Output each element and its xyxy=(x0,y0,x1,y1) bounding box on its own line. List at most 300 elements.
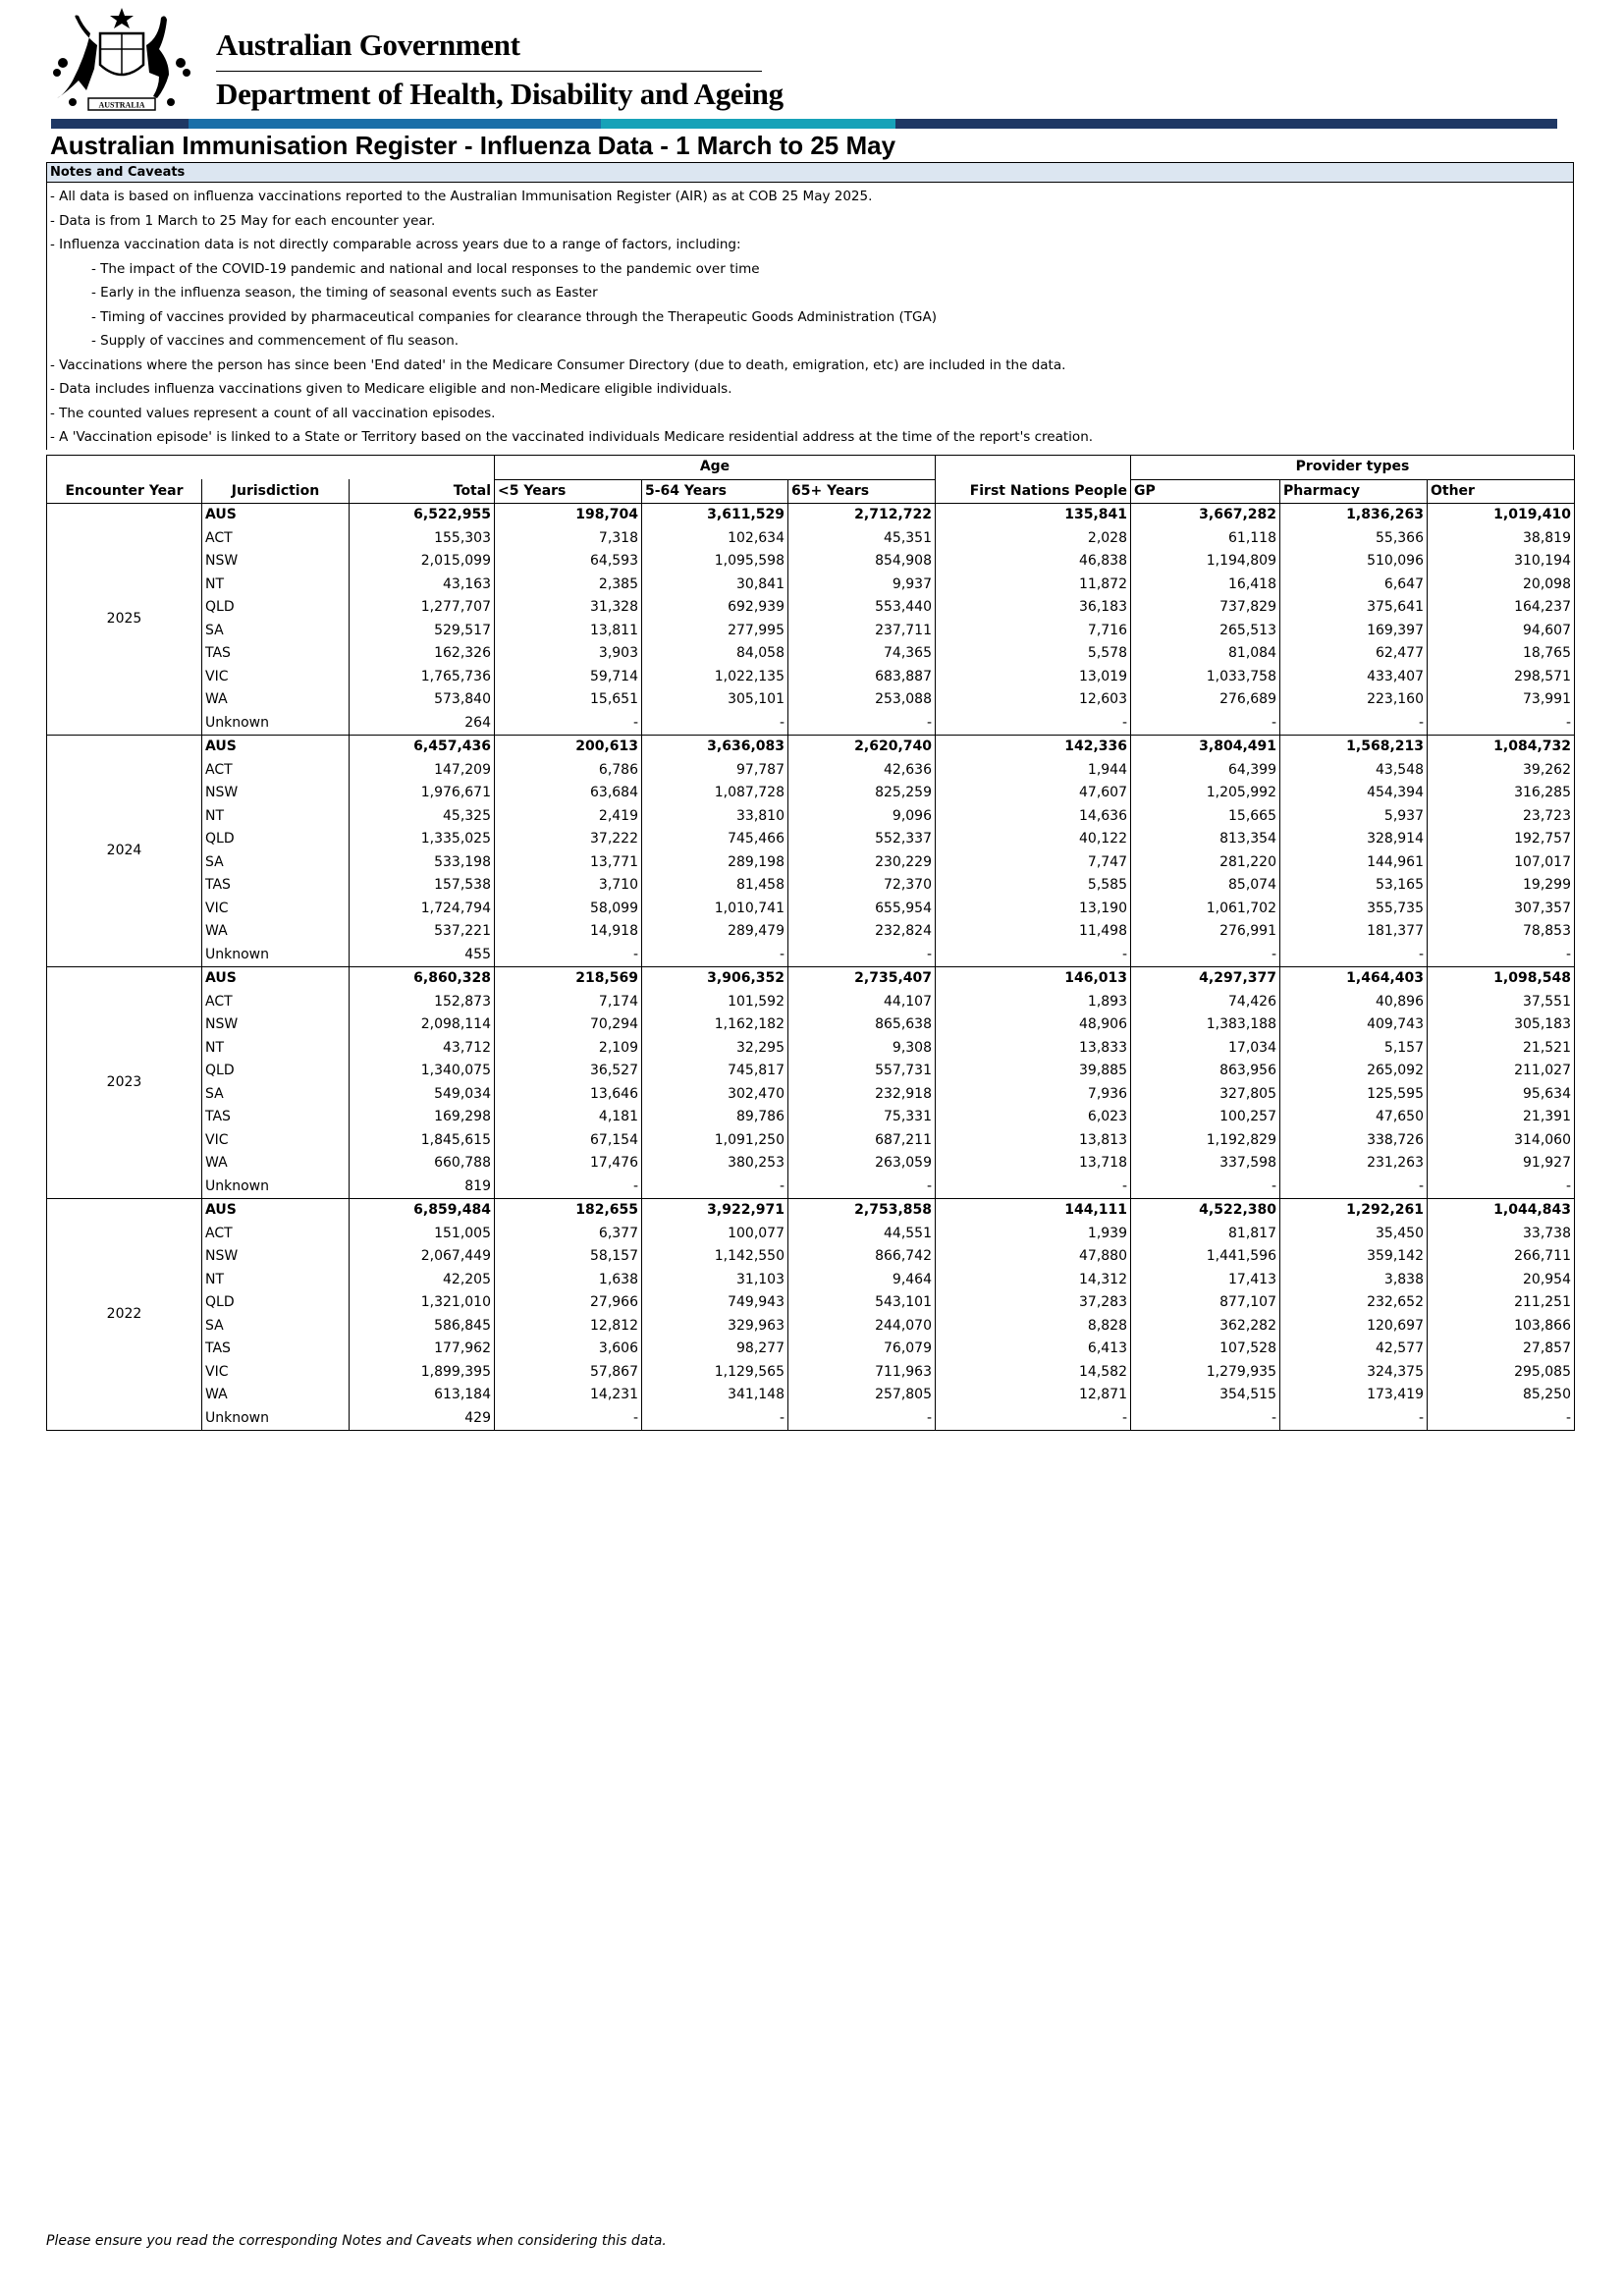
value-cell: 43,548 xyxy=(1280,759,1428,783)
value-cell: 211,251 xyxy=(1428,1291,1575,1315)
value-cell: - xyxy=(495,944,642,967)
value-cell: 737,829 xyxy=(1131,596,1280,620)
value-cell: 2,712,722 xyxy=(788,504,936,527)
jurisdiction-cell: VIC xyxy=(202,1129,350,1153)
value-cell: 1,033,758 xyxy=(1131,666,1280,689)
value-cell: 200,613 xyxy=(495,736,642,759)
value-cell: 146,013 xyxy=(936,967,1131,991)
value-cell: 37,283 xyxy=(936,1291,1131,1315)
value-cell: 429 xyxy=(350,1407,495,1431)
value-cell: 7,747 xyxy=(936,851,1131,875)
col-pharmacy: Pharmacy xyxy=(1280,479,1428,504)
note-line: - Influenza vaccination data is not directly comparable across years due to a range of factors, including: xyxy=(50,237,741,252)
table-row xyxy=(47,991,1575,1014)
jurisdiction-cell: AUS xyxy=(202,1199,350,1223)
band-segment xyxy=(189,119,601,129)
value-cell: 12,812 xyxy=(495,1315,642,1339)
value-cell: 11,872 xyxy=(936,574,1131,597)
table-row xyxy=(47,1060,1575,1083)
encounter-year-cell: 2022 xyxy=(47,1199,202,1431)
value-cell: 745,817 xyxy=(642,1060,788,1083)
value-cell: 359,142 xyxy=(1280,1245,1428,1269)
value-cell: 655,954 xyxy=(788,898,936,921)
value-cell: 1,129,565 xyxy=(642,1361,788,1385)
value-cell: 1,765,736 xyxy=(350,666,495,689)
table-row xyxy=(47,688,1575,712)
value-cell: 47,880 xyxy=(936,1245,1131,1269)
value-cell: 12,603 xyxy=(936,688,1131,712)
value-cell: - xyxy=(1280,1175,1428,1199)
value-cell: 36,527 xyxy=(495,1060,642,1083)
value-cell: 5,937 xyxy=(1280,805,1428,829)
crest-scroll-text: AUSTRALIA xyxy=(98,100,145,110)
table-row xyxy=(47,736,1575,759)
note-line: - The counted values represent a count of all vaccination episodes. xyxy=(50,405,496,421)
value-cell: - xyxy=(936,944,1131,967)
value-cell: 1,091,250 xyxy=(642,1129,788,1153)
col-total: Total xyxy=(350,479,495,504)
footer-note: Please ensure you read the corresponding Notes and Caveats when considering this data. xyxy=(46,2233,667,2249)
note-line: - Data includes influenza vaccinations given to Medicare eligible and non-Medicare eligible individuals. xyxy=(50,381,732,397)
value-cell: 1,893 xyxy=(936,991,1131,1014)
value-cell: 155,303 xyxy=(350,527,495,551)
value-cell: 9,464 xyxy=(788,1269,936,1292)
value-cell: 277,995 xyxy=(642,620,788,643)
value-cell: - xyxy=(1428,712,1575,736)
value-cell: 169,298 xyxy=(350,1106,495,1129)
value-cell: 81,458 xyxy=(642,874,788,898)
value-cell: - xyxy=(1428,1175,1575,1199)
table-row xyxy=(47,1106,1575,1129)
value-cell: 44,551 xyxy=(788,1223,936,1246)
value-cell: 3,922,971 xyxy=(642,1199,788,1223)
value-cell: 337,598 xyxy=(1131,1152,1280,1175)
coat-of-arms-icon xyxy=(43,4,200,117)
table-row xyxy=(47,1407,1575,1431)
value-cell: 57,867 xyxy=(495,1361,642,1385)
value-cell: 3,667,282 xyxy=(1131,504,1280,527)
value-cell: 42,205 xyxy=(350,1269,495,1292)
value-cell: 3,838 xyxy=(1280,1269,1428,1292)
value-cell: - xyxy=(642,712,788,736)
table-row xyxy=(47,596,1575,620)
value-cell: 21,391 xyxy=(1428,1106,1575,1129)
value-cell: 11,498 xyxy=(936,920,1131,944)
value-cell: 81,817 xyxy=(1131,1223,1280,1246)
table-row xyxy=(47,642,1575,666)
value-cell: 1,724,794 xyxy=(350,898,495,921)
value-cell: 101,592 xyxy=(642,991,788,1014)
value-cell: 660,788 xyxy=(350,1152,495,1175)
value-cell: 2,067,449 xyxy=(350,1245,495,1269)
value-cell: 552,337 xyxy=(788,828,936,851)
value-cell: 409,743 xyxy=(1280,1013,1428,1037)
value-cell: - xyxy=(642,1175,788,1199)
value-cell: 745,466 xyxy=(642,828,788,851)
value-cell: 454,394 xyxy=(1280,782,1428,805)
value-cell: 125,595 xyxy=(1280,1083,1428,1107)
jurisdiction-cell: QLD xyxy=(202,1060,350,1083)
value-cell: 78,853 xyxy=(1428,920,1575,944)
value-cell: 825,259 xyxy=(788,782,936,805)
value-cell: 5,578 xyxy=(936,642,1131,666)
value-cell: 32,295 xyxy=(642,1037,788,1061)
value-cell: 13,811 xyxy=(495,620,642,643)
jurisdiction-cell: QLD xyxy=(202,1291,350,1315)
value-cell: 31,103 xyxy=(642,1269,788,1292)
value-cell: - xyxy=(936,712,1131,736)
value-cell: 1,292,261 xyxy=(1280,1199,1428,1223)
value-cell: 76,079 xyxy=(788,1338,936,1361)
table-row xyxy=(47,1037,1575,1061)
value-cell: 157,538 xyxy=(350,874,495,898)
value-cell: 265,513 xyxy=(1131,620,1280,643)
value-cell: 102,634 xyxy=(642,527,788,551)
col-5-64: 5-64 Years xyxy=(642,479,788,504)
value-cell: 18,765 xyxy=(1428,642,1575,666)
value-cell: 230,229 xyxy=(788,851,936,875)
value-cell: - xyxy=(1280,712,1428,736)
value-cell: 15,665 xyxy=(1131,805,1280,829)
value-cell: 107,017 xyxy=(1428,851,1575,875)
band-segment xyxy=(601,119,895,129)
value-cell: 549,034 xyxy=(350,1083,495,1107)
value-cell: 20,954 xyxy=(1428,1269,1575,1292)
value-cell: 64,399 xyxy=(1131,759,1280,783)
value-cell: 64,593 xyxy=(495,550,642,574)
value-cell: 62,477 xyxy=(1280,642,1428,666)
value-cell: - xyxy=(1131,1407,1280,1431)
value-cell: - xyxy=(788,944,936,967)
table-row xyxy=(47,874,1575,898)
value-cell: 263,059 xyxy=(788,1152,936,1175)
jurisdiction-cell: QLD xyxy=(202,828,350,851)
value-cell: 1,162,182 xyxy=(642,1013,788,1037)
table-row xyxy=(47,550,1575,574)
band-segment xyxy=(895,119,1557,129)
jurisdiction-cell: QLD xyxy=(202,596,350,620)
jurisdiction-cell: VIC xyxy=(202,666,350,689)
jurisdiction-cell: ACT xyxy=(202,759,350,783)
value-cell: 711,963 xyxy=(788,1361,936,1385)
value-cell: 33,810 xyxy=(642,805,788,829)
value-cell: 819 xyxy=(350,1175,495,1199)
value-cell: 7,936 xyxy=(936,1083,1131,1107)
encounter-year-cell: 2024 xyxy=(47,736,202,967)
table-row xyxy=(47,1245,1575,1269)
notes-body xyxy=(47,183,1573,450)
value-cell: 13,646 xyxy=(495,1083,642,1107)
value-cell: 354,515 xyxy=(1131,1384,1280,1407)
value-cell: 43,712 xyxy=(350,1037,495,1061)
value-cell: 135,841 xyxy=(936,504,1131,527)
value-cell: - xyxy=(788,1175,936,1199)
value-cell: 5,157 xyxy=(1280,1037,1428,1061)
value-cell: - xyxy=(1131,1175,1280,1199)
table-row xyxy=(47,967,1575,991)
col-first-nations: First Nations People xyxy=(936,479,1131,504)
value-cell: 89,786 xyxy=(642,1106,788,1129)
value-cell: 9,937 xyxy=(788,574,936,597)
value-cell: 6,860,328 xyxy=(350,967,495,991)
value-cell: 61,118 xyxy=(1131,527,1280,551)
value-cell: 35,450 xyxy=(1280,1223,1428,1246)
value-cell: 1,568,213 xyxy=(1280,736,1428,759)
value-cell: 1,441,596 xyxy=(1131,1245,1280,1269)
value-cell: 20,098 xyxy=(1428,574,1575,597)
jurisdiction-cell: NSW xyxy=(202,782,350,805)
value-cell: 6,457,436 xyxy=(350,736,495,759)
value-cell: 13,019 xyxy=(936,666,1131,689)
value-cell: 6,377 xyxy=(495,1223,642,1246)
value-cell: 4,522,380 xyxy=(1131,1199,1280,1223)
value-cell: 17,413 xyxy=(1131,1269,1280,1292)
value-cell: 232,918 xyxy=(788,1083,936,1107)
value-cell: 12,871 xyxy=(936,1384,1131,1407)
value-cell: 27,857 xyxy=(1428,1338,1575,1361)
jurisdiction-cell: NT xyxy=(202,805,350,829)
value-cell: 30,841 xyxy=(642,574,788,597)
band-segment xyxy=(51,119,189,129)
value-cell: 1,010,741 xyxy=(642,898,788,921)
value-cell: 1,205,992 xyxy=(1131,782,1280,805)
value-cell: 42,636 xyxy=(788,759,936,783)
value-cell: 46,838 xyxy=(936,550,1131,574)
value-cell: - xyxy=(495,1175,642,1199)
table-row xyxy=(47,1315,1575,1339)
value-cell: 537,221 xyxy=(350,920,495,944)
value-cell: 63,684 xyxy=(495,782,642,805)
value-cell: 6,859,484 xyxy=(350,1199,495,1223)
value-cell: 14,312 xyxy=(936,1269,1131,1292)
value-cell: 1,836,263 xyxy=(1280,504,1428,527)
value-cell: 302,470 xyxy=(642,1083,788,1107)
jurisdiction-cell: TAS xyxy=(202,1106,350,1129)
value-cell: 13,718 xyxy=(936,1152,1131,1175)
value-cell: 1,939 xyxy=(936,1223,1131,1246)
value-cell: 147,209 xyxy=(350,759,495,783)
value-cell: 85,074 xyxy=(1131,874,1280,898)
value-cell: 14,636 xyxy=(936,805,1131,829)
value-cell: 533,198 xyxy=(350,851,495,875)
value-cell: 6,413 xyxy=(936,1338,1131,1361)
value-cell: 37,551 xyxy=(1428,991,1575,1014)
table-row xyxy=(47,1291,1575,1315)
jurisdiction-cell: ACT xyxy=(202,1223,350,1246)
value-cell: 177,962 xyxy=(350,1338,495,1361)
encounter-year-cell: 2025 xyxy=(47,504,202,736)
value-cell: 40,896 xyxy=(1280,991,1428,1014)
value-cell: 14,918 xyxy=(495,920,642,944)
value-cell: 3,606 xyxy=(495,1338,642,1361)
value-cell: 1,383,188 xyxy=(1131,1013,1280,1037)
value-cell: - xyxy=(495,1407,642,1431)
value-cell: 276,991 xyxy=(1131,920,1280,944)
value-cell: 1,321,010 xyxy=(350,1291,495,1315)
table-row xyxy=(47,782,1575,805)
table-row xyxy=(47,712,1575,736)
value-cell: 1,279,935 xyxy=(1131,1361,1280,1385)
table-row xyxy=(47,620,1575,643)
value-cell: 98,277 xyxy=(642,1338,788,1361)
value-cell: 47,650 xyxy=(1280,1106,1428,1129)
value-cell: 53,165 xyxy=(1280,874,1428,898)
value-cell: 162,326 xyxy=(350,642,495,666)
value-cell: 305,183 xyxy=(1428,1013,1575,1037)
gov-title: Australian Government xyxy=(216,27,520,62)
value-cell: 231,263 xyxy=(1280,1152,1428,1175)
col-gp: GP xyxy=(1131,479,1280,504)
jurisdiction-cell: TAS xyxy=(202,642,350,666)
value-cell: 257,805 xyxy=(788,1384,936,1407)
value-cell: 2,028 xyxy=(936,527,1131,551)
value-cell: 43,163 xyxy=(350,574,495,597)
group-header-row xyxy=(47,456,1575,480)
value-cell: 232,824 xyxy=(788,920,936,944)
value-cell: 16,418 xyxy=(1131,574,1280,597)
value-cell: 45,325 xyxy=(350,805,495,829)
value-cell: 232,652 xyxy=(1280,1291,1428,1315)
jurisdiction-cell: AUS xyxy=(202,967,350,991)
value-cell: 182,655 xyxy=(495,1199,642,1223)
col-jurisdiction: Jurisdiction xyxy=(202,479,350,504)
value-cell: 85,250 xyxy=(1428,1384,1575,1407)
value-cell: - xyxy=(1428,1407,1575,1431)
value-cell: 1,098,548 xyxy=(1428,967,1575,991)
value-cell: 6,522,955 xyxy=(350,504,495,527)
jurisdiction-cell: WA xyxy=(202,1152,350,1175)
value-cell: 316,285 xyxy=(1428,782,1575,805)
value-cell: 39,885 xyxy=(936,1060,1131,1083)
jurisdiction-cell: SA xyxy=(202,1315,350,1339)
value-cell: - xyxy=(936,1175,1131,1199)
value-cell: 1,340,075 xyxy=(350,1060,495,1083)
page-title: Australian Immunisation Register - Influenza Data - 1 March to 25 May xyxy=(50,131,896,160)
value-cell: 1,845,615 xyxy=(350,1129,495,1153)
dept-title: Department of Health, Disability and Ageing xyxy=(216,77,784,111)
value-cell: 67,154 xyxy=(495,1129,642,1153)
value-cell: 7,318 xyxy=(495,527,642,551)
value-cell: 36,183 xyxy=(936,596,1131,620)
value-cell: 314,060 xyxy=(1428,1129,1575,1153)
value-cell: 328,914 xyxy=(1280,828,1428,851)
value-cell: 529,517 xyxy=(350,620,495,643)
value-cell: 307,357 xyxy=(1428,898,1575,921)
value-cell: 1,095,598 xyxy=(642,550,788,574)
jurisdiction-cell: WA xyxy=(202,920,350,944)
value-cell: - xyxy=(788,712,936,736)
value-cell: 27,966 xyxy=(495,1291,642,1315)
value-cell: 2,098,114 xyxy=(350,1013,495,1037)
value-cell: 1,084,732 xyxy=(1428,736,1575,759)
table-row xyxy=(47,527,1575,551)
value-cell: 13,771 xyxy=(495,851,642,875)
value-cell: - xyxy=(495,712,642,736)
value-cell: - xyxy=(1131,712,1280,736)
value-cell: - xyxy=(1280,1407,1428,1431)
value-cell: 198,704 xyxy=(495,504,642,527)
table-row xyxy=(47,1152,1575,1175)
provider-group-header: Provider types xyxy=(1131,456,1575,480)
value-cell: 144,111 xyxy=(936,1199,1131,1223)
value-cell: 37,222 xyxy=(495,828,642,851)
value-cell: 58,157 xyxy=(495,1245,642,1269)
value-cell: 865,638 xyxy=(788,1013,936,1037)
value-cell: 362,282 xyxy=(1131,1315,1280,1339)
value-cell: 9,308 xyxy=(788,1037,936,1061)
value-cell: 355,735 xyxy=(1280,898,1428,921)
value-cell: 181,377 xyxy=(1280,920,1428,944)
value-cell: 7,716 xyxy=(936,620,1131,643)
value-cell: 38,819 xyxy=(1428,527,1575,551)
note-line: - Data is from 1 March to 25 May for each encounter year. xyxy=(50,212,436,229)
value-cell: 45,351 xyxy=(788,527,936,551)
value-cell: 253,088 xyxy=(788,688,936,712)
col-65-plus: 65+ Years xyxy=(788,479,936,504)
jurisdiction-cell: NT xyxy=(202,1269,350,1292)
value-cell: 749,943 xyxy=(642,1291,788,1315)
table-row xyxy=(47,1223,1575,1246)
jurisdiction-cell: VIC xyxy=(202,898,350,921)
jurisdiction-cell: NT xyxy=(202,574,350,597)
value-cell: 74,365 xyxy=(788,642,936,666)
value-cell: 100,257 xyxy=(1131,1106,1280,1129)
jurisdiction-cell: SA xyxy=(202,851,350,875)
value-cell: 866,742 xyxy=(788,1245,936,1269)
value-cell: 103,866 xyxy=(1428,1315,1575,1339)
value-cell: - xyxy=(642,944,788,967)
page-header xyxy=(43,0,1555,128)
value-cell: 9,096 xyxy=(788,805,936,829)
value-cell: 237,711 xyxy=(788,620,936,643)
note-line: - A 'Vaccination episode' is linked to a State or Territory based on the vaccinated individuals Medicare residential address at the time of the report's creation. xyxy=(50,429,1094,445)
value-cell: 2,735,407 xyxy=(788,967,936,991)
value-cell: 433,407 xyxy=(1280,666,1428,689)
value-cell: 289,479 xyxy=(642,920,788,944)
value-cell: 341,148 xyxy=(642,1384,788,1407)
jurisdiction-cell: TAS xyxy=(202,1338,350,1361)
value-cell: 21,521 xyxy=(1428,1037,1575,1061)
value-cell: 14,231 xyxy=(495,1384,642,1407)
value-cell: 266,711 xyxy=(1428,1245,1575,1269)
value-cell: 13,813 xyxy=(936,1129,1131,1153)
value-cell: 1,194,809 xyxy=(1131,550,1280,574)
jurisdiction-cell: Unknown xyxy=(202,712,350,736)
jurisdiction-cell: ACT xyxy=(202,527,350,551)
value-cell: 295,085 xyxy=(1428,1361,1575,1385)
value-cell: 1,142,550 xyxy=(642,1245,788,1269)
value-cell: 298,571 xyxy=(1428,666,1575,689)
column-header-row xyxy=(47,479,1575,504)
jurisdiction-cell: TAS xyxy=(202,874,350,898)
value-cell: - xyxy=(1428,944,1575,967)
table-row xyxy=(47,1175,1575,1199)
jurisdiction-cell: NSW xyxy=(202,1245,350,1269)
value-cell: 1,638 xyxy=(495,1269,642,1292)
table-row xyxy=(47,1013,1575,1037)
table-row xyxy=(47,851,1575,875)
value-cell: 42,577 xyxy=(1280,1338,1428,1361)
value-cell: 543,101 xyxy=(788,1291,936,1315)
note-line: - All data is based on influenza vaccinations reported to the Australian Immunisation Register (AIR) as at COB 25 May 2025. xyxy=(50,189,873,204)
value-cell: 70,294 xyxy=(495,1013,642,1037)
value-cell: 14,582 xyxy=(936,1361,1131,1385)
value-cell: 74,426 xyxy=(1131,991,1280,1014)
jurisdiction-cell: SA xyxy=(202,620,350,643)
value-cell: 6,647 xyxy=(1280,574,1428,597)
value-cell: 863,956 xyxy=(1131,1060,1280,1083)
value-cell: 59,714 xyxy=(495,666,642,689)
